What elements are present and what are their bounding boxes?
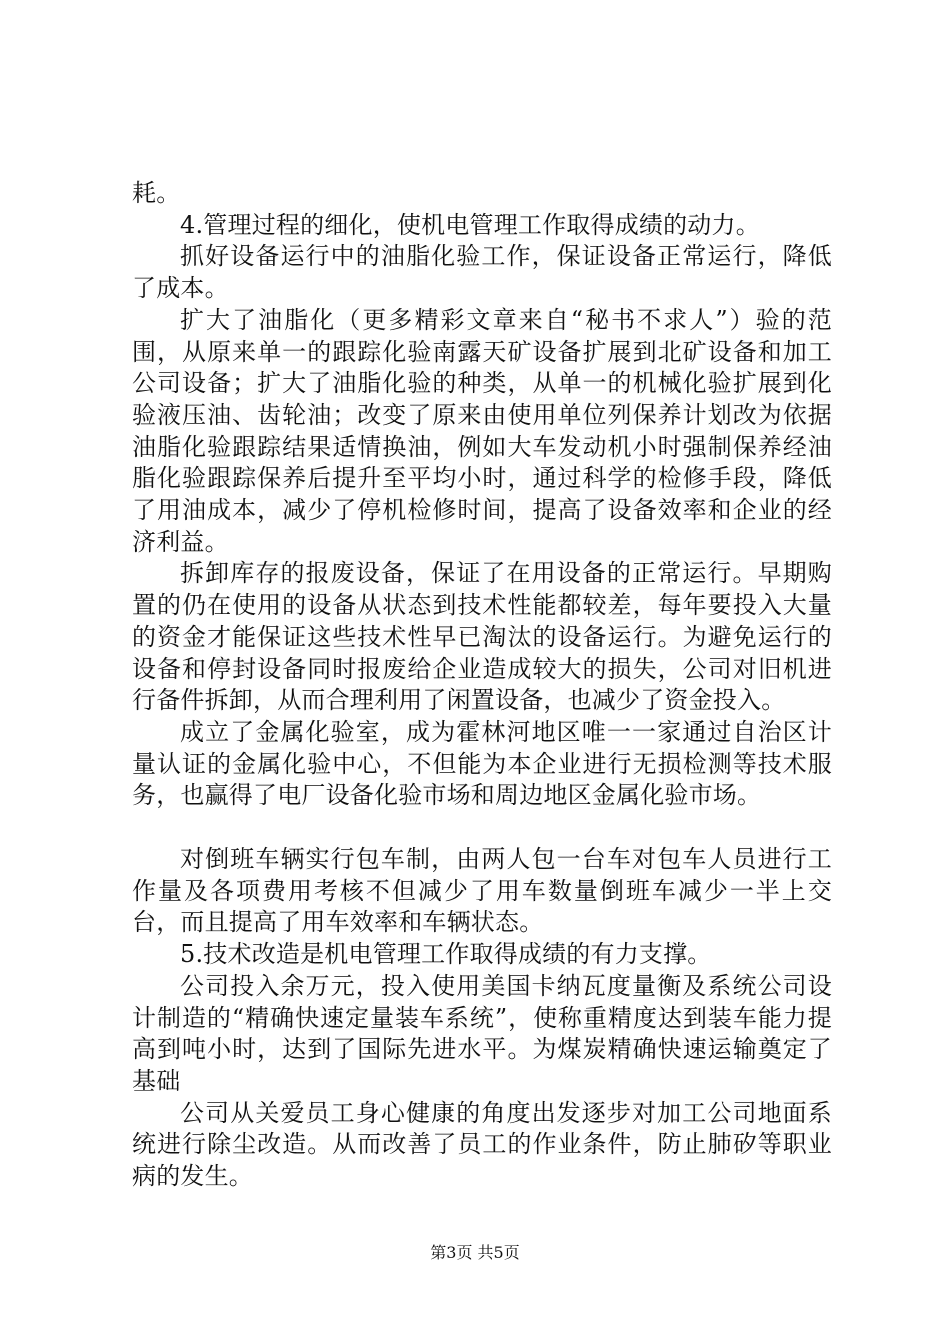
page-number-footer: 第3页 共5页	[430, 1243, 520, 1262]
paragraph-metal-lab: 成立了金属化验室，成为霍林河地区唯一一家通过自治区计量认证的金属化验中心，不但能为本企业进行无损检测等技术服务，也赢得了电厂设备化验市场和周边地区金属化验市场。	[132, 717, 832, 810]
paragraph-loading-system: 公司投入余万元，投入使用美国卡纳瓦度量衡及系统公司设计制造的“精确快速定量装车系统”，使称重精度达到装车能力提高到吨小时，达到了国际先进水平。为煤炭精确快速运输奠定了基础	[132, 971, 832, 1095]
paragraph-scrap-equipment: 拆卸库存的报废设备，保证了在用设备的正常运行。早期购置的仍在使用的设备从状态到技术性能都较差，每年要投入大量的资金才能保证这些技术性早已淘汰的设备运行。为避免运行的设备和停封设备同时报废给企业造成较大的损失，公司对旧机进行备件拆卸，从而合理利用了闲置设备，也减少了资金投入。	[132, 559, 832, 715]
section-heading-4: 4.管理过程的细化，使机电管理工作取得成绩的动力。	[180, 210, 760, 239]
paragraph-spacer	[132, 812, 832, 844]
section-heading-5: 5.技术改造是机电管理工作取得成绩的有力支撑。	[180, 940, 712, 969]
document-body	[132, 178, 832, 1193]
paragraph-dust-removal: 公司从关爱员工身心健康的角度出发逐步对加工公司地面系统进行除尘改造。从而改善了员工的作业条件，防止肺矽等职业病的发生。	[132, 1098, 832, 1191]
paragraph-oil-testing: 抓好设备运行中的油脂化验工作，保证设备正常运行，降低了成本。	[132, 242, 832, 303]
paragraph-continuation: 耗。	[132, 179, 181, 207]
paragraph-vehicle-contract: 对倒班车辆实行包车制，由两人包一台车对包车人员进行工作量及各项费用考核不但减少了用车数量倒班车减少一半上交台，而且提高了用车效率和车辆状态。	[132, 845, 832, 937]
paragraph-oil-testing-scope: 扩大了油脂化（更多精彩文章来自“秘书不求人”）验的范围，从原来单一的跟踪化验南露天矿设备扩展到北矿设备和加工公司设备；扩大了油脂化验的种类，从单一的机械化验扩展到化验液压油、齿轮油；改变了原来由使用单位列保养计划改为依据油脂化验跟踪结果适情换油，例如大车发动机小时强制保养经油脂化验跟踪保养后提升至平均小时，通过科学的检修手段，降低了用油成本，减少了停机检修时间，提高了设备效率和企业的经济利益。	[132, 305, 832, 556]
